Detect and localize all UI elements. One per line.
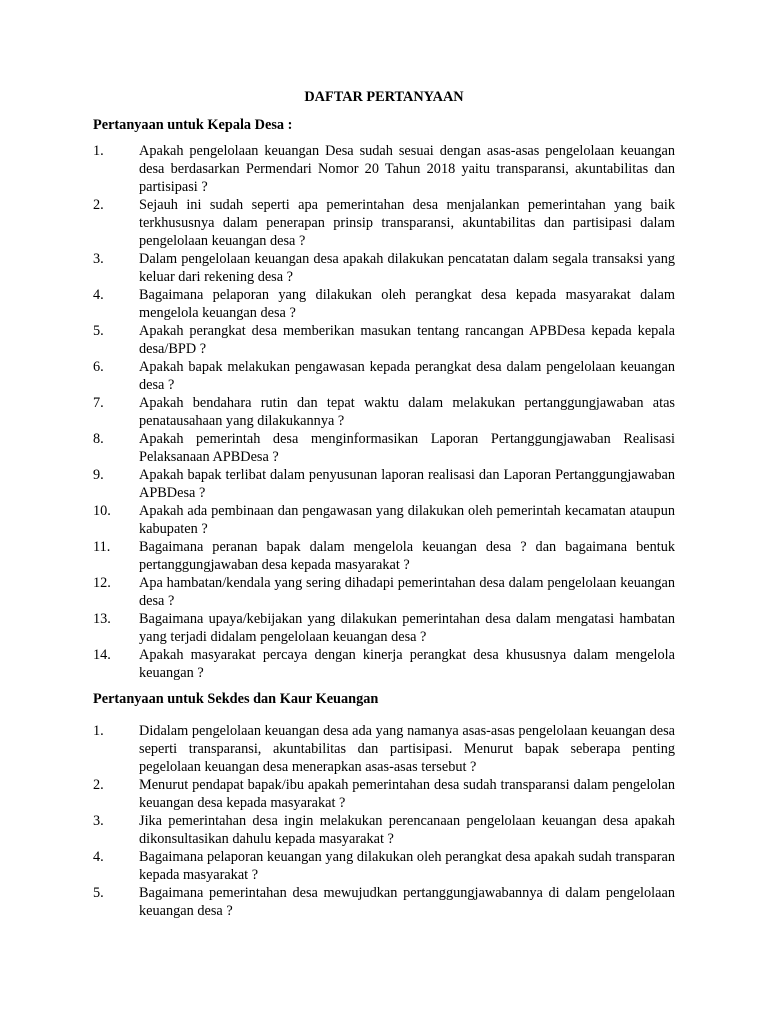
section-heading-kepala-desa: Pertanyaan untuk Kepala Desa : [93, 117, 293, 133]
question-text: Apakah ada pembinaan dan pengawasan yang dilakukan oleh pemerintah kecamatan ataupun kabupaten ? [139, 503, 675, 537]
question-text: Apa hambatan/kendala yang sering dihadapi pemerintahan desa dalam pengelolaan keuangan desa ? [139, 575, 675, 609]
question-text: Menurut pendapat bapak/ibu apakah pemerintahan desa sudah transparansi dalam pengelolan keuangan desa kepada masyarakat ? [139, 777, 675, 811]
question-number: 2. [93, 197, 104, 213]
question-item [93, 722, 675, 776]
question-item [93, 884, 675, 920]
question-item [93, 502, 675, 538]
question-number: 3. [93, 813, 104, 829]
question-item [93, 286, 675, 322]
question-item [93, 466, 675, 502]
question-list-kepala-desa [93, 142, 675, 682]
question-number: 3. [93, 251, 104, 267]
question-text: Didalam pengelolaan keuangan desa ada yang namanya asas-asas pengelolaan keuangan desa seperti transparansi, akuntabilitas dan partisipasi. Menurut bapak seberapa penting pegelolaan keuangan desa menerapkan asas-asas tersebut ? [139, 723, 675, 775]
question-item [93, 250, 675, 286]
question-number: 7. [93, 395, 104, 411]
section-heading-sekdes-kaur: Pertanyaan untuk Sekdes dan Kaur Keuangan [93, 691, 379, 707]
question-text: Sejauh ini sudah seperti apa pemerintahan desa menjalankan pemerintahan yang baik terkhususnya dalam penerapan prinsip transparansi, akuntabilitas dan partisipasi dalam pengelolaan keuangan desa ? [139, 197, 675, 249]
question-number: 14. [93, 647, 111, 663]
question-item [93, 322, 675, 358]
question-item [93, 142, 675, 196]
question-number: 8. [93, 431, 104, 447]
question-number: 11. [93, 539, 111, 555]
question-number: 1. [93, 143, 104, 159]
question-item [93, 358, 675, 394]
question-text: Bagaimana upaya/kebijakan yang dilakukan pemerintahan desa dalam mengatasi hambatan yang terjadi didalam pengelolaan keuangan desa ? [139, 611, 675, 645]
question-number: 10. [93, 503, 111, 519]
question-item [93, 430, 675, 466]
question-number: 13. [93, 611, 111, 627]
question-text: Apakah bapak melakukan pengawasan kepada perangkat desa dalam pengelolaan keuangan desa ? [139, 359, 675, 393]
question-text: Bagaimana pelaporan keuangan yang dilakukan oleh perangkat desa apakah sudah transparan kepada masyarakat ? [139, 849, 675, 883]
question-list-sekdes-kaur [93, 722, 675, 920]
question-item [93, 848, 675, 884]
question-item [93, 574, 675, 610]
document-title: DAFTAR PERTANYAAN [304, 89, 464, 105]
document-page [93, 88, 675, 920]
question-text: Apakah pengelolaan keuangan Desa sudah sesuai dengan asas-asas pengelolaan keuangan desa berdasarkan Permendari Nomor 20 Tahun 2018 yaitu transparansi, akuntabilitas dan partisipasi ? [139, 143, 675, 195]
question-number: 9. [93, 467, 104, 483]
question-text: Apakah perangkat desa memberikan masukan tentang rancangan APBDesa kepada kepala desa/BPD ? [139, 323, 675, 357]
question-text: Apakah bapak terlibat dalam penyusunan laporan realisasi dan Laporan Pertanggungjawaban APBDesa ? [139, 467, 675, 501]
question-text: Apakah pemerintah desa menginformasikan Laporan Pertanggungjawaban Realisasi Pelaksanaan APBDesa ? [139, 431, 675, 465]
question-item [93, 646, 675, 682]
question-text: Apakah bendahara rutin dan tepat waktu dalam melakukan pertanggungjawaban atas penatausahaan yang dilakukannya ? [139, 395, 675, 429]
question-number: 1. [93, 723, 104, 739]
question-number: 4. [93, 849, 104, 865]
question-text: Bagaimana peranan bapak dalam mengelola keuangan desa ? dan bagaimana bentuk pertanggungjawaban desa kepada masyarakat ? [139, 539, 675, 573]
question-text: Bagaimana pelaporan yang dilakukan oleh perangkat desa kepada masyarakat dalam mengelola keuangan desa ? [139, 287, 675, 321]
question-item [93, 776, 675, 812]
question-number: 5. [93, 885, 104, 901]
question-number: 5. [93, 323, 104, 339]
question-number: 12. [93, 575, 111, 591]
question-item [93, 538, 675, 574]
question-text: Bagaimana pemerintahan desa mewujudkan pertanggungjawabannya di dalam pengelolaan keuangan desa ? [139, 885, 675, 919]
question-text: Jika pemerintahan desa ingin melakukan perencanaan pengelolaan keuangan desa apakah dikonsultasikan dahulu kepada masyarakat ? [139, 813, 675, 847]
question-text: Apakah masyarakat percaya dengan kinerja perangkat desa khususnya dalam mengelola keuangan ? [139, 647, 675, 681]
question-item [93, 812, 675, 848]
question-number: 2. [93, 777, 104, 793]
question-text: Dalam pengelolaan keuangan desa apakah dilakukan pencatatan dalam segala transaksi yang keluar dari rekening desa ? [139, 251, 675, 285]
question-number: 6. [93, 359, 104, 375]
question-item [93, 394, 675, 430]
question-item [93, 610, 675, 646]
question-item [93, 196, 675, 250]
question-number: 4. [93, 287, 104, 303]
